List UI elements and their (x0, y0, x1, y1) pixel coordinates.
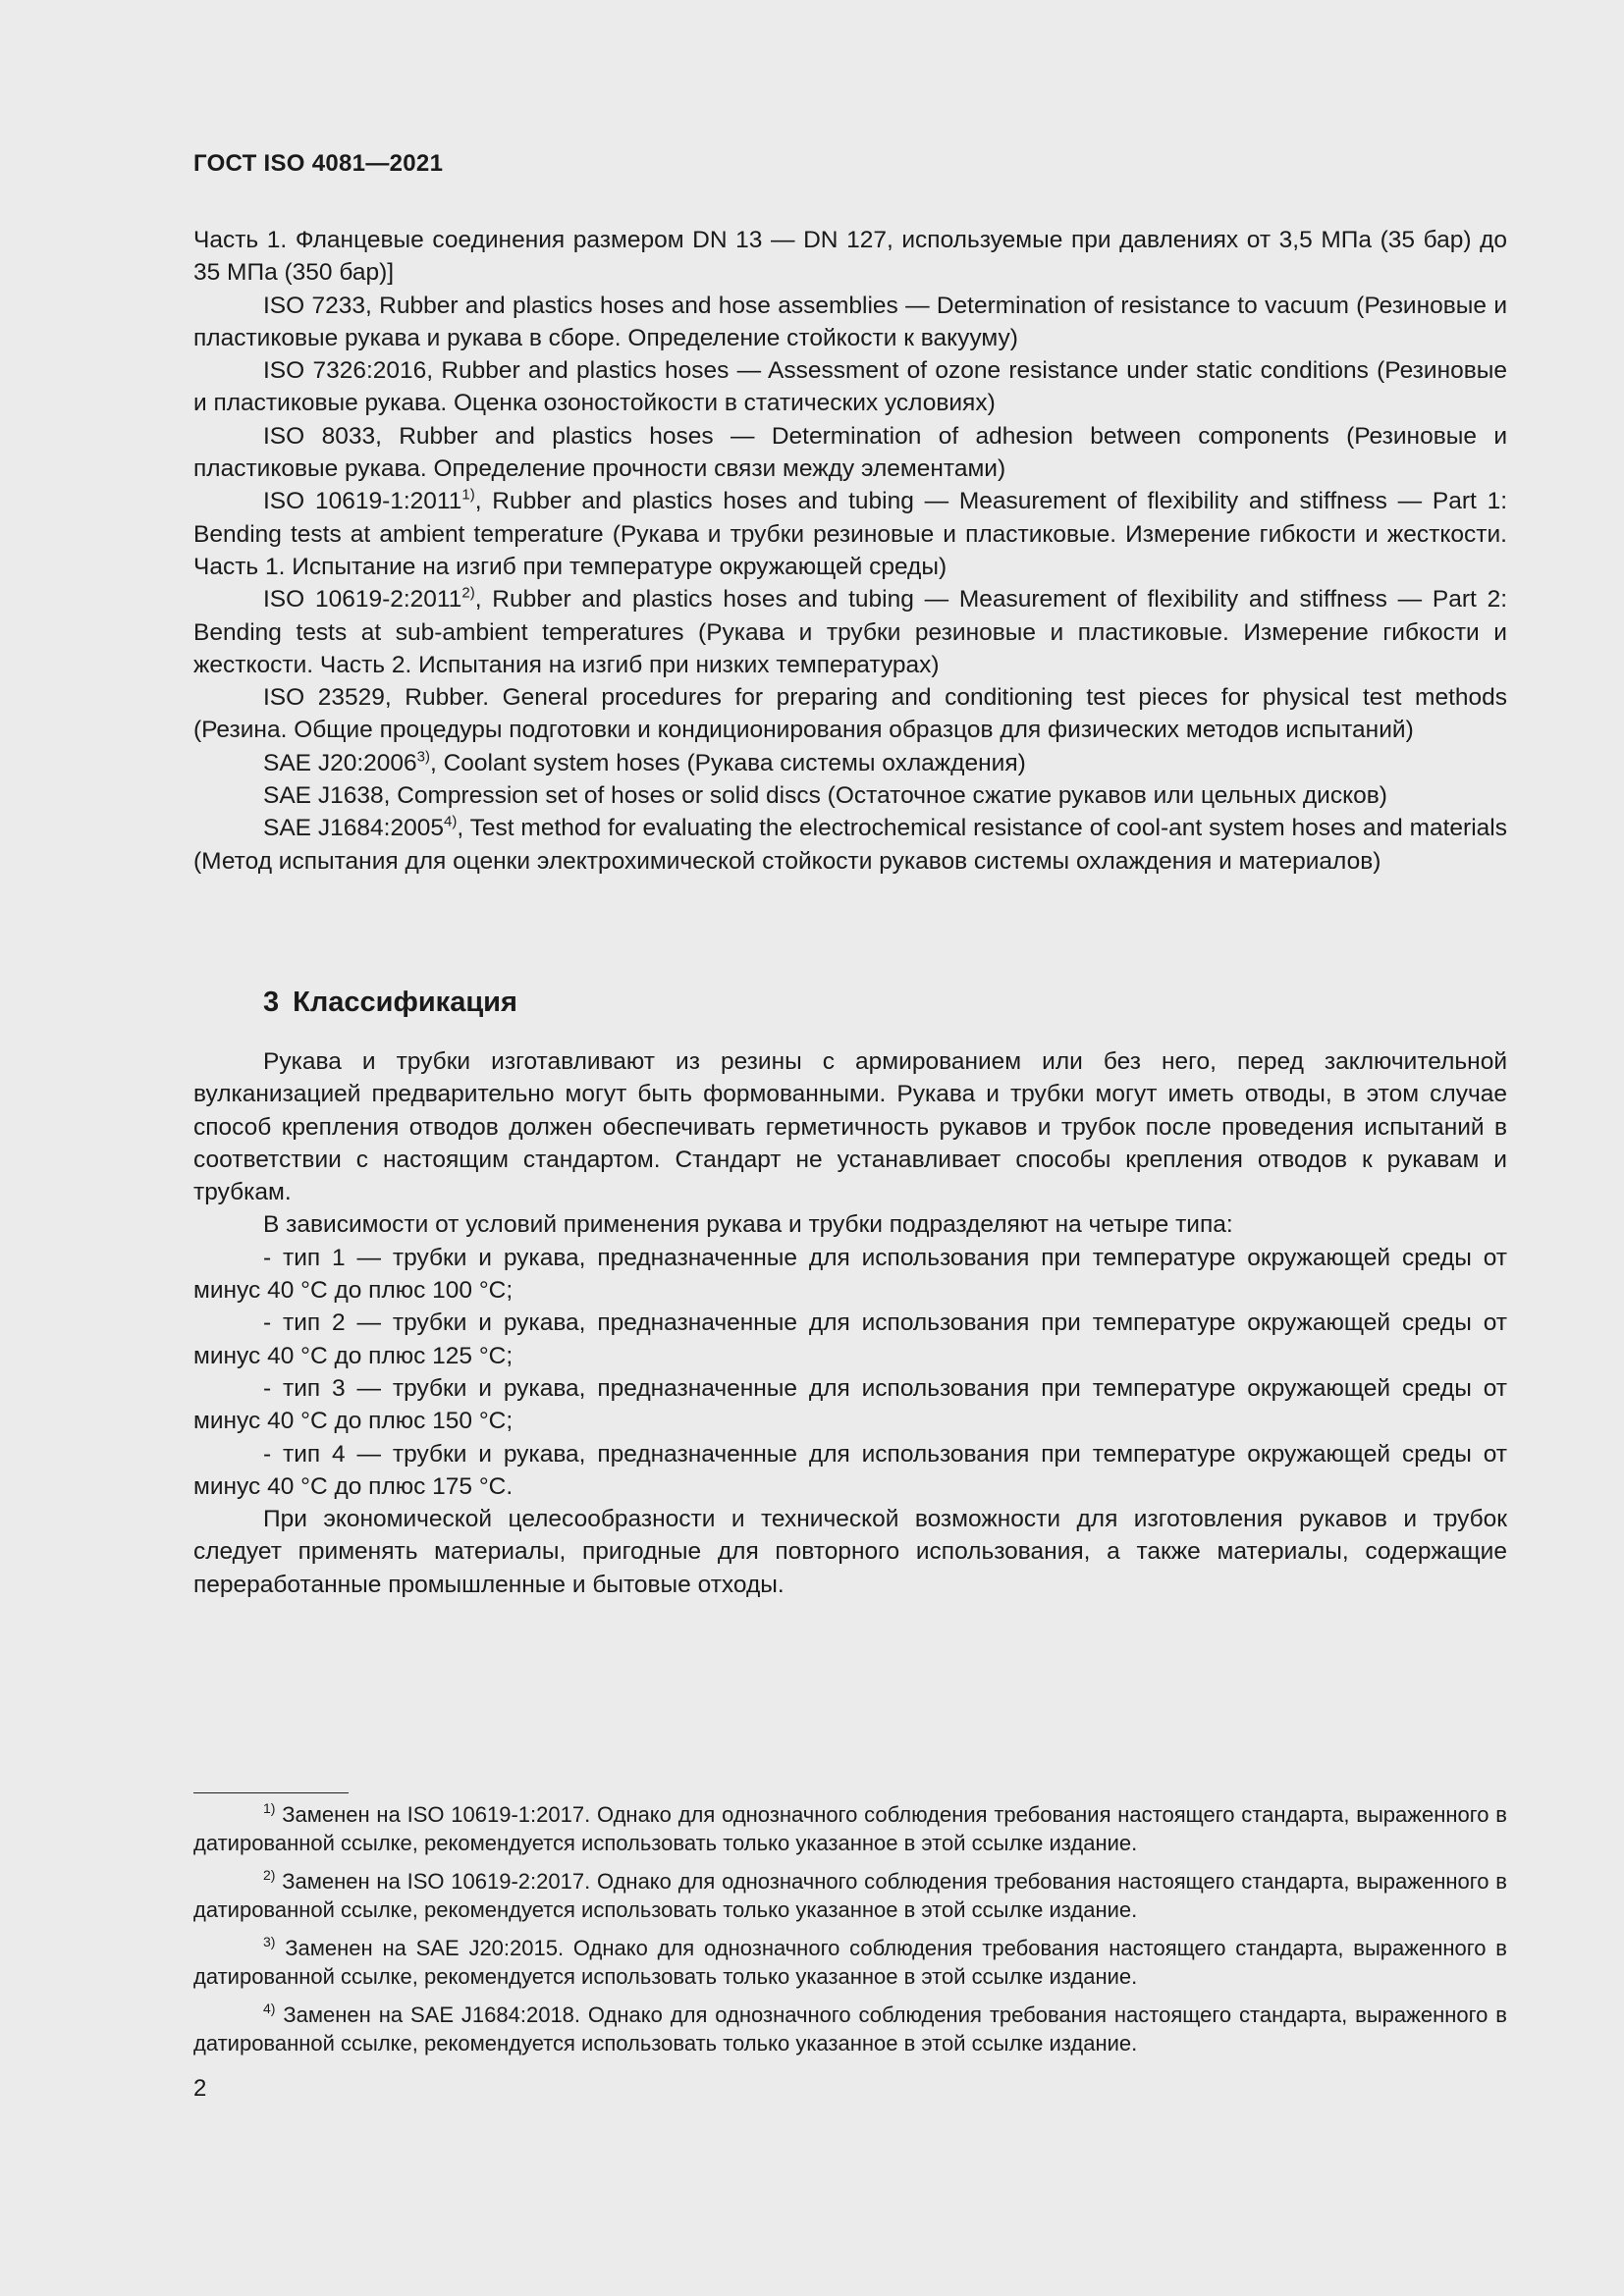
footnote (193, 2001, 1507, 2057)
reference-text: , Rubber. General procedures for preparing and conditioning test pieces for physical test methods (Резина. Общие процедуры подготовки и кондиционирования образцов для физических методов испытаний) (193, 684, 1508, 744)
reference-text: Часть 1. Фланцевые соединения размером DN 13 — DN 127, используемые при давлениях от 3,5 МПа (35 бар) до 35 МПа (350 бар)] (193, 227, 1507, 287)
reference-item (193, 224, 1507, 290)
normative-references-list (193, 224, 1507, 878)
reference-text: , Coolant system hoses (Рукава системы охлаждения) (430, 749, 1026, 776)
reference-text: , Rubber and plastics hoses — Assessment of ozone resistance under static conditions (Резиновые и пластиковые рукава. Оценка озоностойкости в статических условиях) (193, 357, 1507, 417)
reference-code: ISO 10619-2:2011 (263, 586, 462, 614)
footnote (193, 1867, 1507, 1924)
type-list-item: - тип 4 — трубки и рукава, предназначенные для использования при температуре окружающей среды от минус 40 °С до плюс 175 °С. (193, 1440, 1507, 1500)
section-heading (263, 987, 517, 1019)
section-number: 3 (263, 987, 280, 1018)
reference-item (193, 779, 1507, 812)
footnote-mark: 1) (263, 1799, 276, 1816)
reference-text: , Compression set of hoses or solid discs (Остаточное сжатие рукавов или цельных дисков) (383, 782, 1387, 810)
footnote-mark: 2) (263, 1866, 276, 1883)
footnote (193, 1934, 1507, 1991)
reference-item (193, 420, 1507, 486)
reference-item (193, 485, 1507, 583)
footnote-text: Заменен на SAE J1684:2018. Однако для однозначного соблюдения требования настоящего стандарта, выраженного в датированной ссылке, рекомендуется использовать только указанное в этой ссылке издание. (193, 2002, 1507, 2056)
reference-code: ISO 23529 (263, 684, 385, 712)
reference-code: SAE J20:2006 (263, 749, 417, 776)
reference-code: ISO 8033 (263, 422, 376, 450)
reference-item (193, 747, 1507, 779)
reference-text: , Rubber and plastics hoses and tubing — Measurement of flexibility and stiffness — Part 2: Bending tests at sub-ambient temperatures (Рукава и трубки резиновые и пластиковые. Измерение гибкости и жесткости. Часть 2. Испытания на изгиб при низких температурах) (193, 586, 1508, 678)
footnote-ref[interactable]: 2) (461, 584, 475, 602)
section-body (193, 1045, 1507, 1601)
section-title-text: Классификация (293, 987, 517, 1018)
footnote-text: Заменен на SAE J20:2015. Однако для однозначного соблюдения требования настоящего стандарта, выраженного в датированной ссылке, рекомендуется использовать только указанное в этой ссылке издание. (193, 1936, 1507, 1989)
reference-code: SAE J1638 (263, 782, 384, 810)
footnote-ref[interactable]: 4) (443, 813, 458, 830)
body-paragraph: При экономической целесообразности и технической возможности для изготовления рукавов и трубок следует применять материалы, пригодные для повторного использования, а также материалы, содержащие переработанные промышленные и бытовые отходы. (193, 1506, 1507, 1598)
footnote-ref[interactable]: 3) (416, 748, 430, 765)
reference-text: , Rubber and plastics hoses and hose assemblies — Determination of resistance to vacuum (Резиновые и пластиковые рукава и рукава в сборе. Определение стойкости к вакууму) (193, 292, 1507, 351)
body-paragraph: В зависимости от условий применения рукава и трубки подразделяют на четыре типа: (263, 1211, 1233, 1239)
footnote-mark: 3) (263, 1933, 276, 1949)
footnote-text: Заменен на ISO 10619-1:2017. Однако для однозначного соблюдения требования настоящего стандарта, выраженного в датированной ссылке, рекомендуется использовать только указанное в этой ссылке издание. (193, 1802, 1507, 1855)
reference-text: , Rubber and plastics hoses and tubing — Measurement of flexibility and stiffness — Part 1: Bending tests at ambient temperature (Рукава и трубки резиновые и пластиковые. Измерение гибкости и жесткости. Часть 1. Испытание на изгиб при температуре окружающей среды) (193, 488, 1508, 580)
reference-item (193, 681, 1507, 747)
reference-code: ISO 7233 (263, 292, 366, 319)
reference-item (193, 812, 1507, 878)
body-paragraph: Рукава и трубки изготавливают из резины с армированием или без него, перед заключительной вулканизацией предварительно могут быть формованными. Рукава и трубки могут иметь отводы, в этом случае способ крепления отводов должен обеспечивать герметичность рукавов и трубок после проведения испытаний в соответствии с настоящим стандартом. Стандарт не устанавливает способы крепления отводов к рукавам и трубкам. (193, 1048, 1507, 1206)
reference-item (193, 354, 1507, 420)
footnote-mark: 4) (263, 2000, 276, 2016)
reference-item (193, 290, 1507, 355)
reference-text: , Rubber and plastics hoses — Determination of adhesion between components (Резиновые и пластиковые рукава. Определение прочности связи между элементами) (193, 422, 1508, 483)
reference-code: SAE J1684:2005 (263, 815, 444, 842)
type-list-item: - тип 3 — трубки и рукава, предназначенные для использования при температуре окружающей среды от минус 40 °С до плюс 150 °С; (193, 1374, 1507, 1435)
reference-code: ISO 10619-1:2011 (263, 488, 462, 515)
reference-code: ISO 7326:2016 (263, 357, 427, 385)
footnote-divider (193, 1792, 349, 1793)
footnote-ref[interactable]: 1) (461, 486, 475, 504)
type-list-item: - тип 1 — трубки и рукава, предназначенные для использования при температуре окружающей среды от минус 40 °С до плюс 100 °С; (193, 1244, 1507, 1305)
page-number: 2 (193, 2075, 207, 2102)
type-list-item: - тип 2 — трубки и рукава, предназначенные для использования при температуре окружающей среды от минус 40 °С до плюс 125 °С; (193, 1309, 1507, 1369)
reference-text: , Test method for evaluating the electrochemical resistance of cool-ant system hoses and materials (Метод испытания для оценки электрохимической стойкости рукавов системы охлаждения и материалов) (193, 815, 1507, 875)
footnote (193, 1800, 1507, 1857)
standard-header: ГОСТ ISO 4081—2021 (193, 150, 444, 177)
footnotes (193, 1800, 1507, 2067)
footnote-text: Заменен на ISO 10619-2:2017. Однако для однозначного соблюдения требования настоящего стандарта, выраженного в датированной ссылке, рекомендуется использовать только указанное в этой ссылке издание. (193, 1869, 1507, 1922)
reference-item (193, 583, 1507, 681)
